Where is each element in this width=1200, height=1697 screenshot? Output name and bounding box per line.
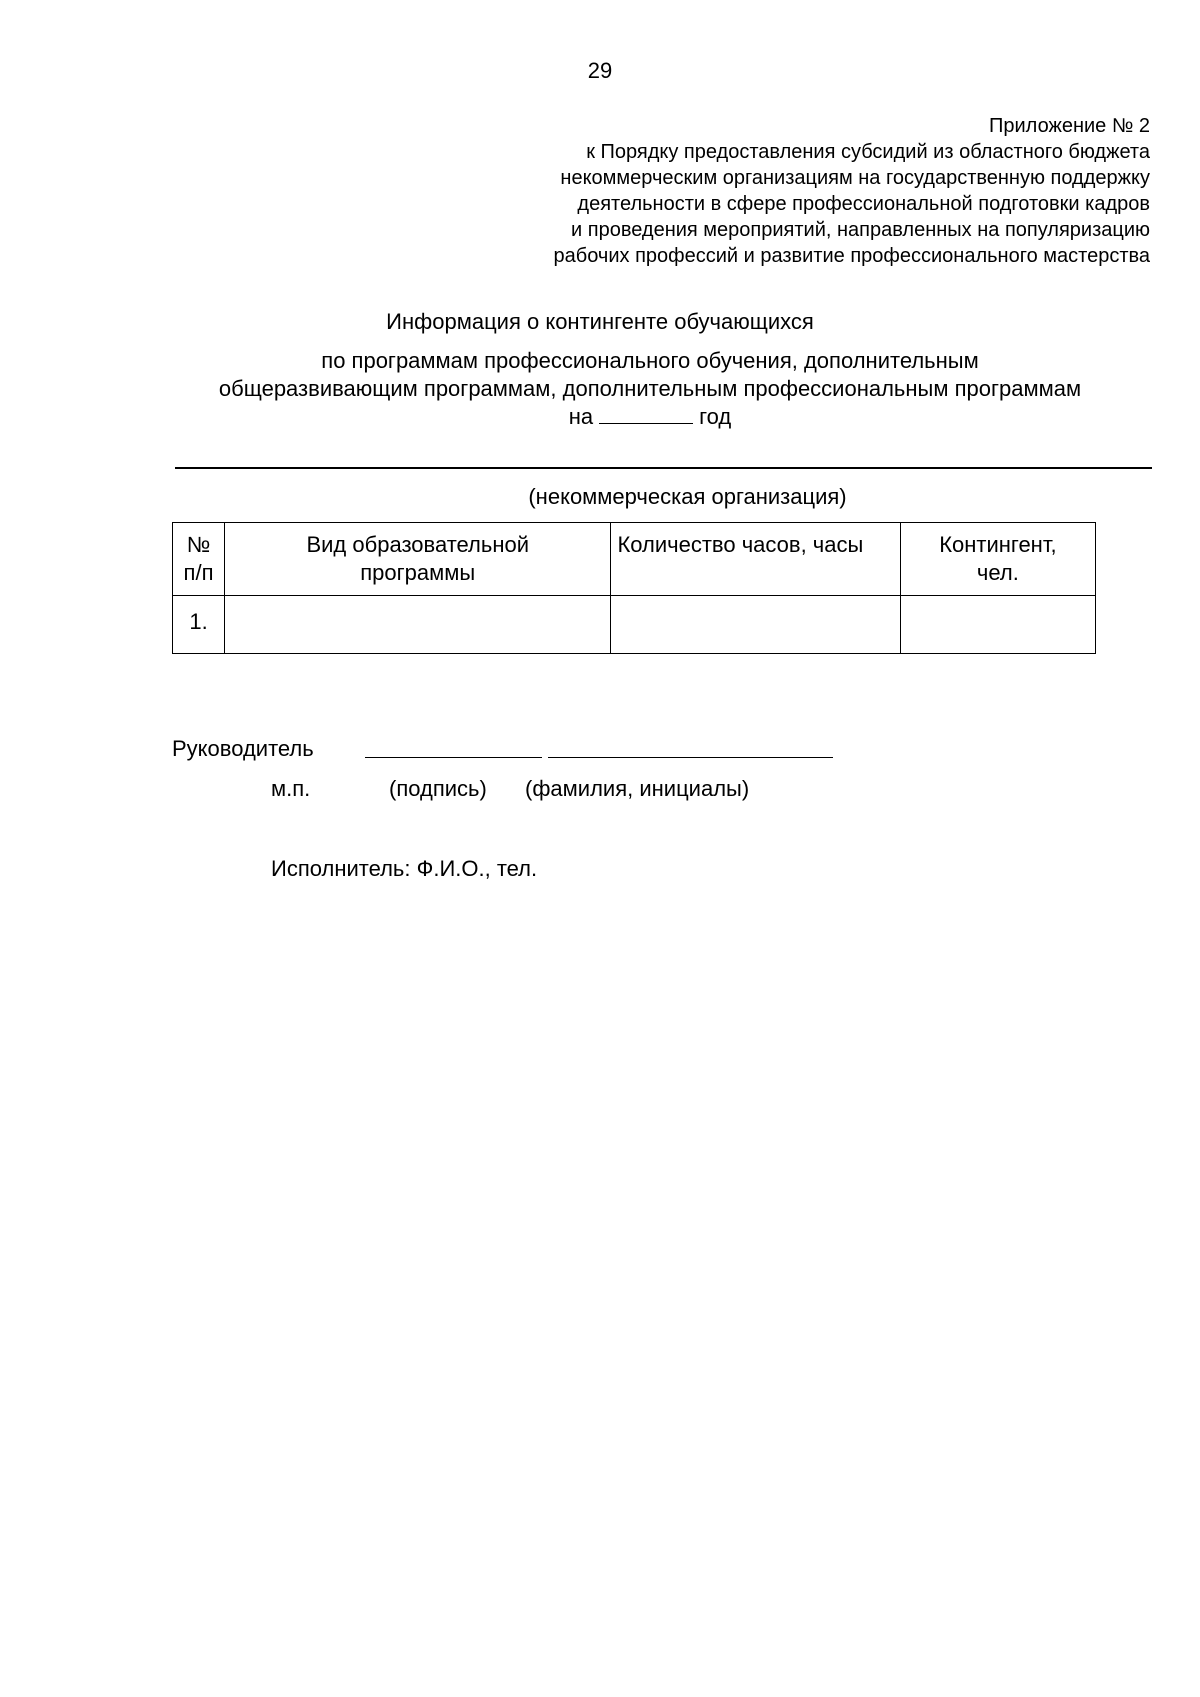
document-subtitle xyxy=(160,347,1140,431)
document-title: Информация о контингенте обучающихся xyxy=(386,309,814,334)
appendix-header xyxy=(390,113,1150,269)
year-blank-field[interactable] xyxy=(599,403,693,424)
appendix-line: к Порядку предоставления субсидий из областного бюджета xyxy=(586,141,1150,163)
header-num xyxy=(173,523,225,596)
name-caption: (фамилия, инициалы) xyxy=(525,776,750,801)
appendix-line: и проведения мероприятий, направленных на популяризацию xyxy=(571,219,1150,241)
cell-num: 1. xyxy=(173,596,225,654)
subtitle-line-2: общеразвивающим программам, дополнительным профессиональным программам xyxy=(218,376,1082,401)
appendix-line: деятельности в сфере профессиональной подготовки кадров xyxy=(577,193,1150,215)
organization-caption: (некоммерческая организация) xyxy=(528,484,847,509)
table-header-row xyxy=(173,523,1096,596)
appendix-line: Приложение № 2 xyxy=(989,115,1150,137)
year-suffix: год xyxy=(699,404,732,429)
executor-label: Исполнитель: Ф.И.О., тел. xyxy=(271,856,538,881)
subtitle-line-1: по программам профессионального обучения, дополнительным xyxy=(321,348,979,373)
contingent-table xyxy=(172,522,1096,654)
header-program-line: программы xyxy=(360,560,476,585)
header-num-line: п/п xyxy=(183,560,214,585)
subtitle-year-line xyxy=(160,403,1140,431)
name-blank-line[interactable] xyxy=(548,757,833,758)
cell-program[interactable] xyxy=(225,596,611,654)
signature-caption: (подпись) xyxy=(389,776,487,801)
header-program xyxy=(225,523,611,596)
appendix-line: рабочих профессий и развитие профессионального мастерства xyxy=(553,245,1150,267)
header-contingent xyxy=(900,523,1095,596)
header-contingent-line: чел. xyxy=(976,560,1019,585)
table-row xyxy=(173,596,1096,654)
cell-contingent[interactable] xyxy=(900,596,1095,654)
header-contingent-line: Контингент, xyxy=(939,532,1057,557)
header-program-line: Вид образовательной xyxy=(306,532,530,557)
header-num-line: № xyxy=(186,532,211,557)
year-prefix: на xyxy=(568,404,594,429)
header-hours: Количество часов, часы xyxy=(611,523,900,596)
stamp-label: м.п. xyxy=(271,776,311,801)
appendix-line: некоммерческим организациям на государственную поддержку xyxy=(560,167,1150,189)
head-label: Руководитель xyxy=(172,736,314,761)
page-number: 29 xyxy=(587,58,613,83)
cell-hours[interactable] xyxy=(611,596,900,654)
signature-blank-line[interactable] xyxy=(365,757,542,758)
organization-blank-line[interactable] xyxy=(175,467,1152,469)
